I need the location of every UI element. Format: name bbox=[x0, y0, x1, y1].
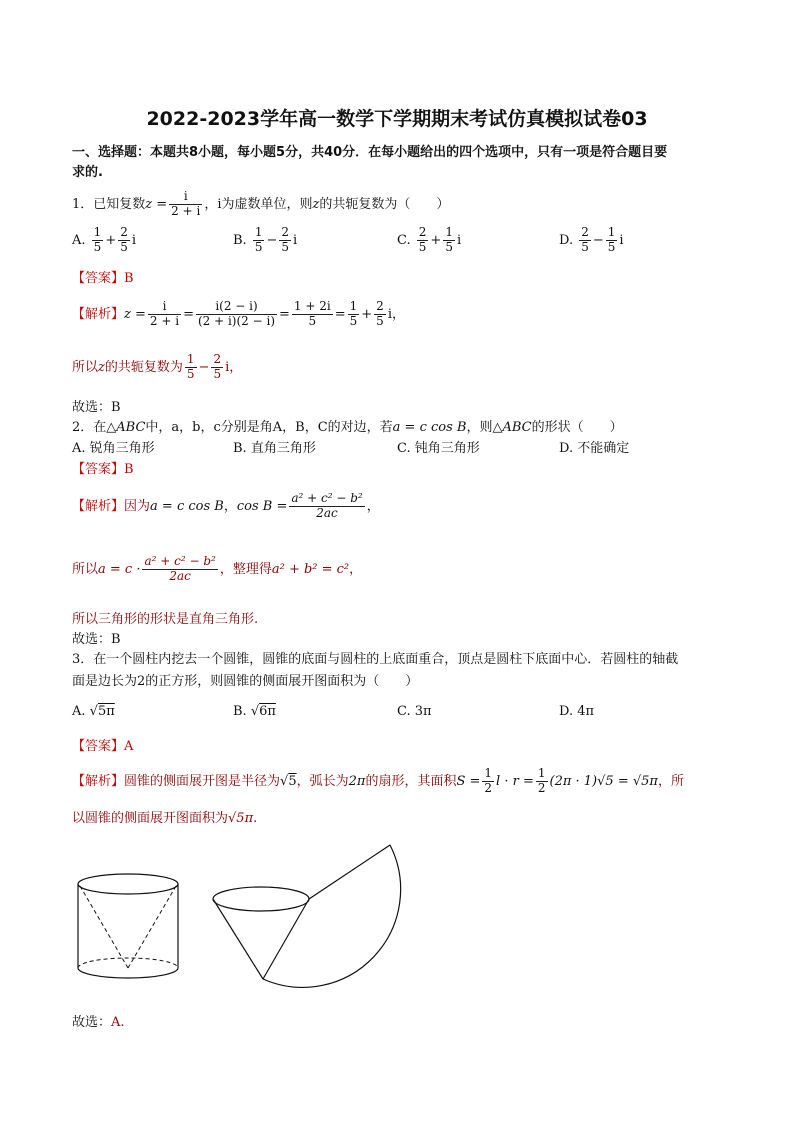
page-title: 2022-2023学年高一数学下学期期末考试仿真模拟试卷03 bbox=[146, 108, 648, 130]
q1-option-c: C. $\frac{2}{5}$ + $\frac{1}{5}$ i bbox=[397, 225, 462, 254]
sector-top-radius bbox=[309, 845, 390, 899]
q3-option-a: A. √5π bbox=[72, 704, 115, 719]
q2-option-c: C. 钝角三角形 bbox=[397, 441, 480, 456]
q1-choose: 故选：B bbox=[72, 400, 121, 415]
section-heading-cont: 求的. bbox=[72, 165, 103, 180]
q2-option-a: A. 锐角三角形 bbox=[72, 441, 155, 456]
cone-unfolding-figure bbox=[210, 842, 440, 992]
cylinder-bottom-front-arc bbox=[78, 968, 178, 978]
q1-option-a: A. $\frac{1}{5}$ + $\frac{2}{5}$ i bbox=[72, 225, 137, 254]
cone-left-slant bbox=[80, 886, 128, 968]
q3-option-c: C. 3π bbox=[397, 704, 432, 719]
cone-right-slant bbox=[128, 886, 176, 968]
q2-option-d: D. 不能确定 bbox=[559, 441, 630, 456]
q3-option-d: D. 4π bbox=[559, 704, 595, 719]
cylinder-top-ellipse bbox=[78, 874, 178, 894]
q2-derivation: 所以a = c · $\frac{\text{a² + c² − b²}}{2ac}$ ，整理得a² + b² = c²， bbox=[72, 554, 363, 583]
q1-answer: 【答案】B bbox=[72, 271, 134, 286]
q1-conclusion: 所以z的共轭复数为 $\frac{1}{5}$ − $\frac{2}{5}$ i， bbox=[72, 352, 243, 381]
q3-choose: 故选：A. bbox=[72, 1015, 125, 1030]
q2-analysis: 【解析】因为a = c cos B，cos B = $\frac{\text{a² + c² − b²}}{2ac}$ ， bbox=[72, 491, 380, 520]
cone-base-ellipse bbox=[213, 887, 309, 911]
q3-analysis-line2: 以圆锥的侧面展开图面积为√5π. bbox=[72, 811, 258, 826]
cylinder-cone-figure bbox=[76, 872, 186, 982]
q3-stem-line1: 3．在一个圆柱内挖去一个圆锥，圆锥的底面与圆柱的上底面重合，顶点是圆柱下底面中心．若圆柱的轴截 bbox=[72, 652, 679, 667]
q1-analysis: 【解析】z = $\frac{i}{2 + i}$ = $\frac{i(2 - i)}{(2 + i)(2 - i)}$ = $\frac{1 + 2i}{5}$ = $\frac{1}{5}$ + $\frac{2}{5}$ i， bbox=[72, 299, 405, 328]
q2-choose: 故选：B bbox=[72, 632, 121, 647]
q3-analysis: 【解析】圆锥的侧面展开图是半径为√5，弧长为2π的扇形，其面积S = $\frac{1}{2}$ l · r = $\frac{1}{2}$ (2π · 1)√5 = √5π，所 bbox=[72, 766, 684, 795]
q2-option-b: B. 直角三角形 bbox=[233, 441, 316, 456]
q1-option-d: D. $\frac{2}{5}$ − $\frac{1}{5}$ i bbox=[559, 225, 624, 254]
q3-stem-line2: 面是边长为2的正方形，则圆锥的侧面展开图面积为（ ） bbox=[72, 674, 419, 689]
q2-answer: 【答案】B bbox=[72, 462, 134, 477]
q2-stem: 2．在△ABC中，a，b，c分别是角A，B，C的对边，若a = c cos B，则△ABC的形状（ ） bbox=[72, 420, 623, 435]
q2-conclusion: 所以三角形的形状是直角三角形. bbox=[72, 612, 259, 627]
q1-stem: 1．已知复数z = $\frac{i}{2 + i}$ ，i为虚数单位，则z的共轭复数为（ ） bbox=[72, 189, 450, 218]
cylinder-bottom-back-arc bbox=[78, 958, 178, 968]
q3-answer: 【答案】A bbox=[72, 739, 134, 754]
section-heading: 一、选择题：本题共8小题，每小题5分，共40分．在每小题给出的四个选项中，只有一项是符合题目要 bbox=[72, 145, 668, 160]
sector-arc bbox=[263, 845, 401, 987]
q1-option-b: B. $\frac{1}{5}$ − $\frac{2}{5}$ i bbox=[233, 225, 298, 254]
q3-option-b: B. √6π bbox=[233, 704, 276, 719]
